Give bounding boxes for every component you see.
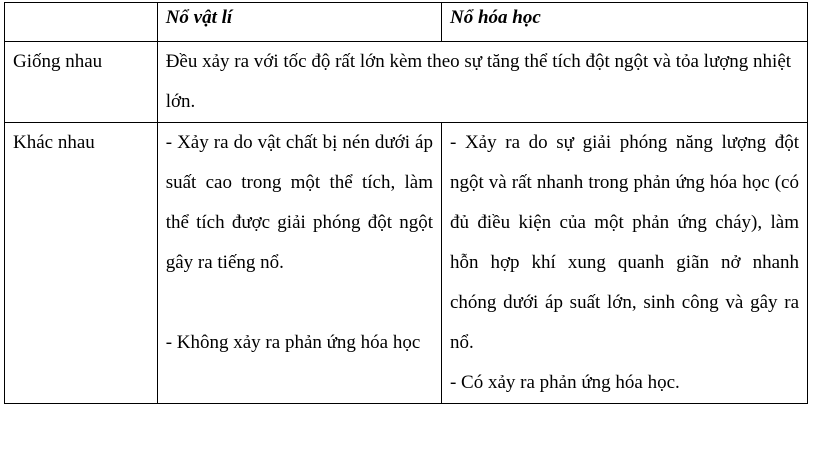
header-empty-cell bbox=[5, 3, 158, 42]
header-row bbox=[5, 3, 808, 42]
header-chemical-explosion: Nổ hóa học bbox=[441, 3, 807, 42]
differences-row bbox=[5, 123, 808, 404]
physical-cause-text: - Xảy ra do vật chất bị nén dưới áp suất cao trong một thể tích, làm thể tích được giải phóng đột ngột gây ra tiếng nổ. bbox=[165, 132, 433, 273]
row-label-similarities: Giống nhau bbox=[5, 42, 158, 123]
comparison-table bbox=[4, 2, 808, 404]
similarities-row bbox=[5, 42, 808, 123]
chemical-cause-text: - Xảy ra do sự giải phóng năng lượng đột ngột và rất nhanh trong phản ứng hóa học (có đủ điều kiện của một phản ứng cháy), làm hỗn hợp khí xung quanh giãn nở nhanh chóng dưới áp suất lớn, sinh công và gây ra nổ. bbox=[449, 132, 799, 353]
row-label-differences: Khác nhau bbox=[5, 123, 158, 404]
physical-no-reaction-text: - Không xảy ra phản ứng hóa học bbox=[165, 332, 421, 353]
chemical-reaction-text: - Có xảy ra phản ứng hóa học. bbox=[449, 372, 680, 393]
spacer bbox=[166, 283, 433, 323]
similarities-text: Đều xảy ra với tốc độ rất lớn kèm theo sự tăng thể tích đột ngột và tỏa lượng nhiệt lớn. bbox=[157, 42, 807, 123]
physical-differences-cell bbox=[157, 123, 441, 404]
header-physical-explosion: Nổ vật lí bbox=[157, 3, 441, 42]
chemical-differences-cell bbox=[441, 123, 807, 404]
